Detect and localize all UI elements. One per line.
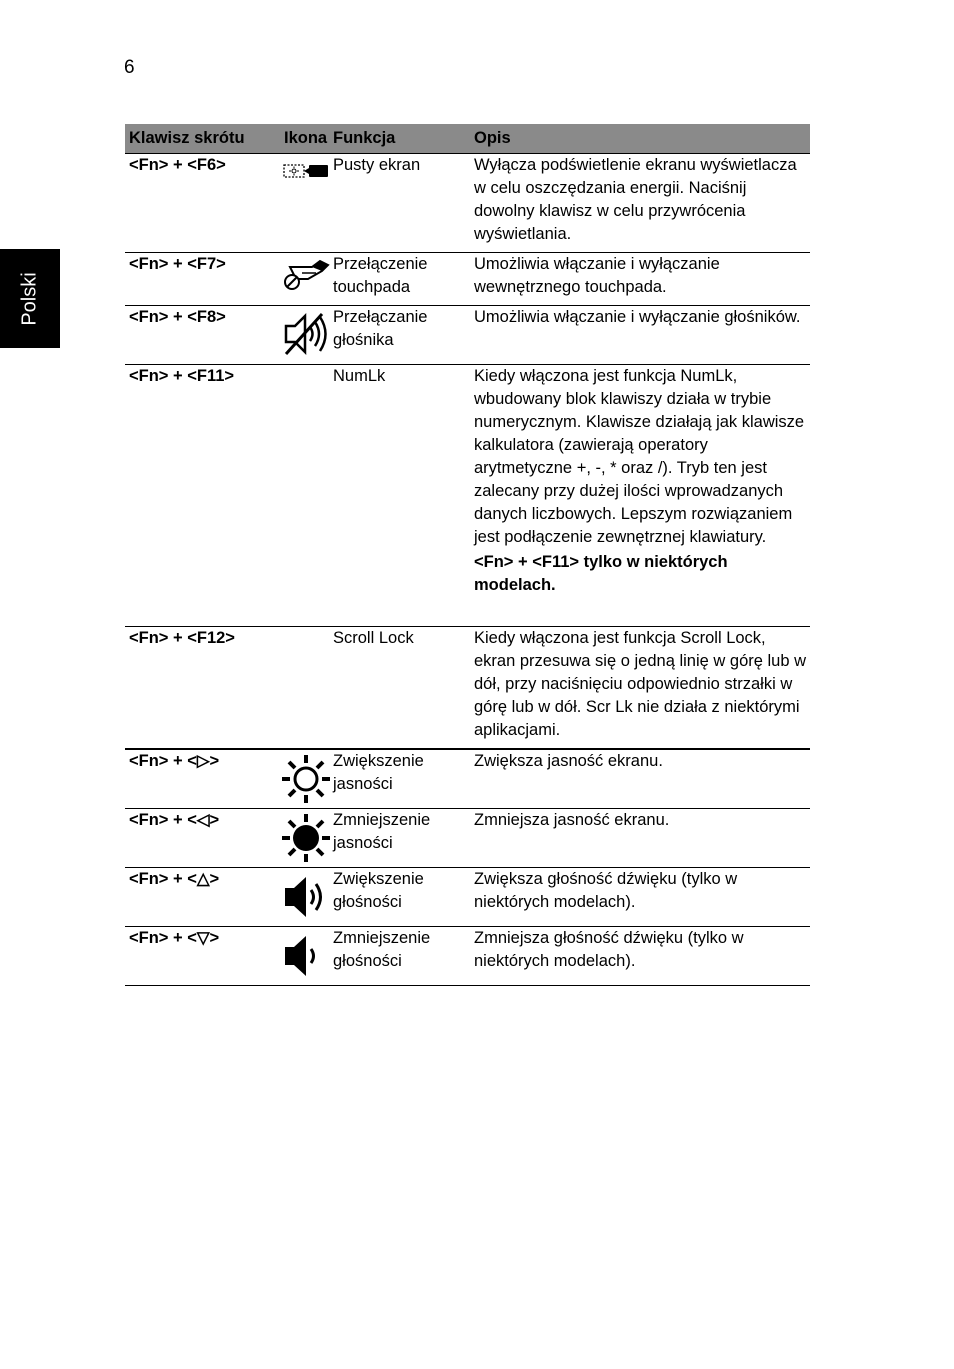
table-header	[125, 124, 810, 154]
row-key: <Fn> + <F8>	[129, 308, 226, 326]
row-description: Zwiększa jasność ekranu.	[474, 752, 663, 770]
speaker-toggle-icon	[282, 310, 330, 358]
header-description: Opis	[474, 129, 511, 147]
volume-up-icon	[282, 874, 330, 920]
table-row	[125, 927, 810, 986]
header-icon: Ikona	[284, 129, 328, 147]
table-row	[125, 154, 810, 253]
table-row	[125, 809, 810, 868]
row-description: Zwiększa głośność dźwięku (tylko w niektórych modelach).	[474, 870, 738, 911]
row-description: Kiedy włączona jest funkcja NumLk, wbudowany blok klawiszy działa w trybie numerycznym. Klawisze działają jak klawisze kalkulatora (zawierają operatory arytmetyczne +, -, * oraz /). Tryb ten jest zalecany przy dużej ilości wprowadzanych danych liczbowych. Lepszym rozwiązaniem jest podłączenie zewnętrznej klawiatury.	[474, 367, 805, 546]
row-key: <Fn> + <F7>	[129, 255, 226, 273]
row-description: Kiedy włączona jest funkcja Scroll Lock, ekran przesuwa się o jedną linię w górę lub w dół, przy naciśnięciu odpowiednio strzałki w górę lub w dół. Scr Lk nie działa z niektórymi aplikacjami.	[474, 629, 807, 739]
row-description: Zmniejsza jasność ekranu.	[474, 811, 670, 829]
row-key: <Fn> + <F6>	[129, 156, 226, 174]
row-function: Zwiększenie głośności	[333, 870, 424, 911]
row-function: Przełączenie touchpada	[333, 255, 428, 296]
row-description: Wyłącza podświetlenie ekranu wyświetlacza w celu oszczędzania energii. Naciśnij dowolny klawisz w celu przywrócenia wyświetlania.	[474, 156, 797, 243]
table-row	[125, 253, 810, 306]
row-key: <Fn> + <F11>	[129, 367, 235, 385]
row-description: Zmniejsza głośność dźwięku (tylko w niektórych modelach).	[474, 929, 744, 970]
touchpad-toggle-icon	[282, 259, 330, 291]
brightness-up-icon	[280, 753, 332, 805]
row-function: Zmniejszenie jasności	[333, 811, 431, 852]
screen-blank-icon	[283, 164, 329, 178]
brightness-down-icon	[280, 812, 332, 864]
row-note: <Fn> + <F11> tylko w niektórych modelach.	[474, 553, 728, 594]
row-key: <Fn> + <▽>	[129, 929, 220, 947]
table-row	[125, 750, 810, 809]
row-function: NumLk	[333, 367, 386, 385]
table-row	[125, 365, 810, 627]
row-function: Zwiększenie jasności	[333, 752, 424, 793]
hotkey-table	[125, 124, 810, 986]
table-row	[125, 868, 810, 927]
row-key: <Fn> + <▷>	[129, 752, 220, 770]
row-description: Umożliwia włączanie i wyłączanie wewnętrznego touchpada.	[474, 255, 720, 296]
volume-down-icon	[282, 933, 330, 979]
row-function: Pusty ekran	[333, 156, 421, 174]
header-key: Klawisz skrótu	[129, 129, 245, 147]
row-function: Zmniejszenie głośności	[333, 929, 431, 970]
side-tab-label: Polski	[18, 271, 41, 326]
row-function: Scroll Lock	[333, 629, 414, 647]
row-function: Przełączanie głośnika	[333, 308, 428, 349]
row-key: <Fn> + <△>	[129, 870, 220, 888]
table-row	[125, 306, 810, 365]
table-row	[125, 627, 810, 750]
page-number: 6	[124, 57, 135, 78]
language-side-tab	[0, 249, 60, 348]
row-key: <Fn> + <F12>	[129, 629, 235, 647]
row-key: <Fn> + <◁>	[129, 811, 220, 829]
header-function: Funkcja	[333, 129, 396, 147]
row-description: Umożliwia włączanie i wyłączanie głośników.	[474, 308, 801, 326]
